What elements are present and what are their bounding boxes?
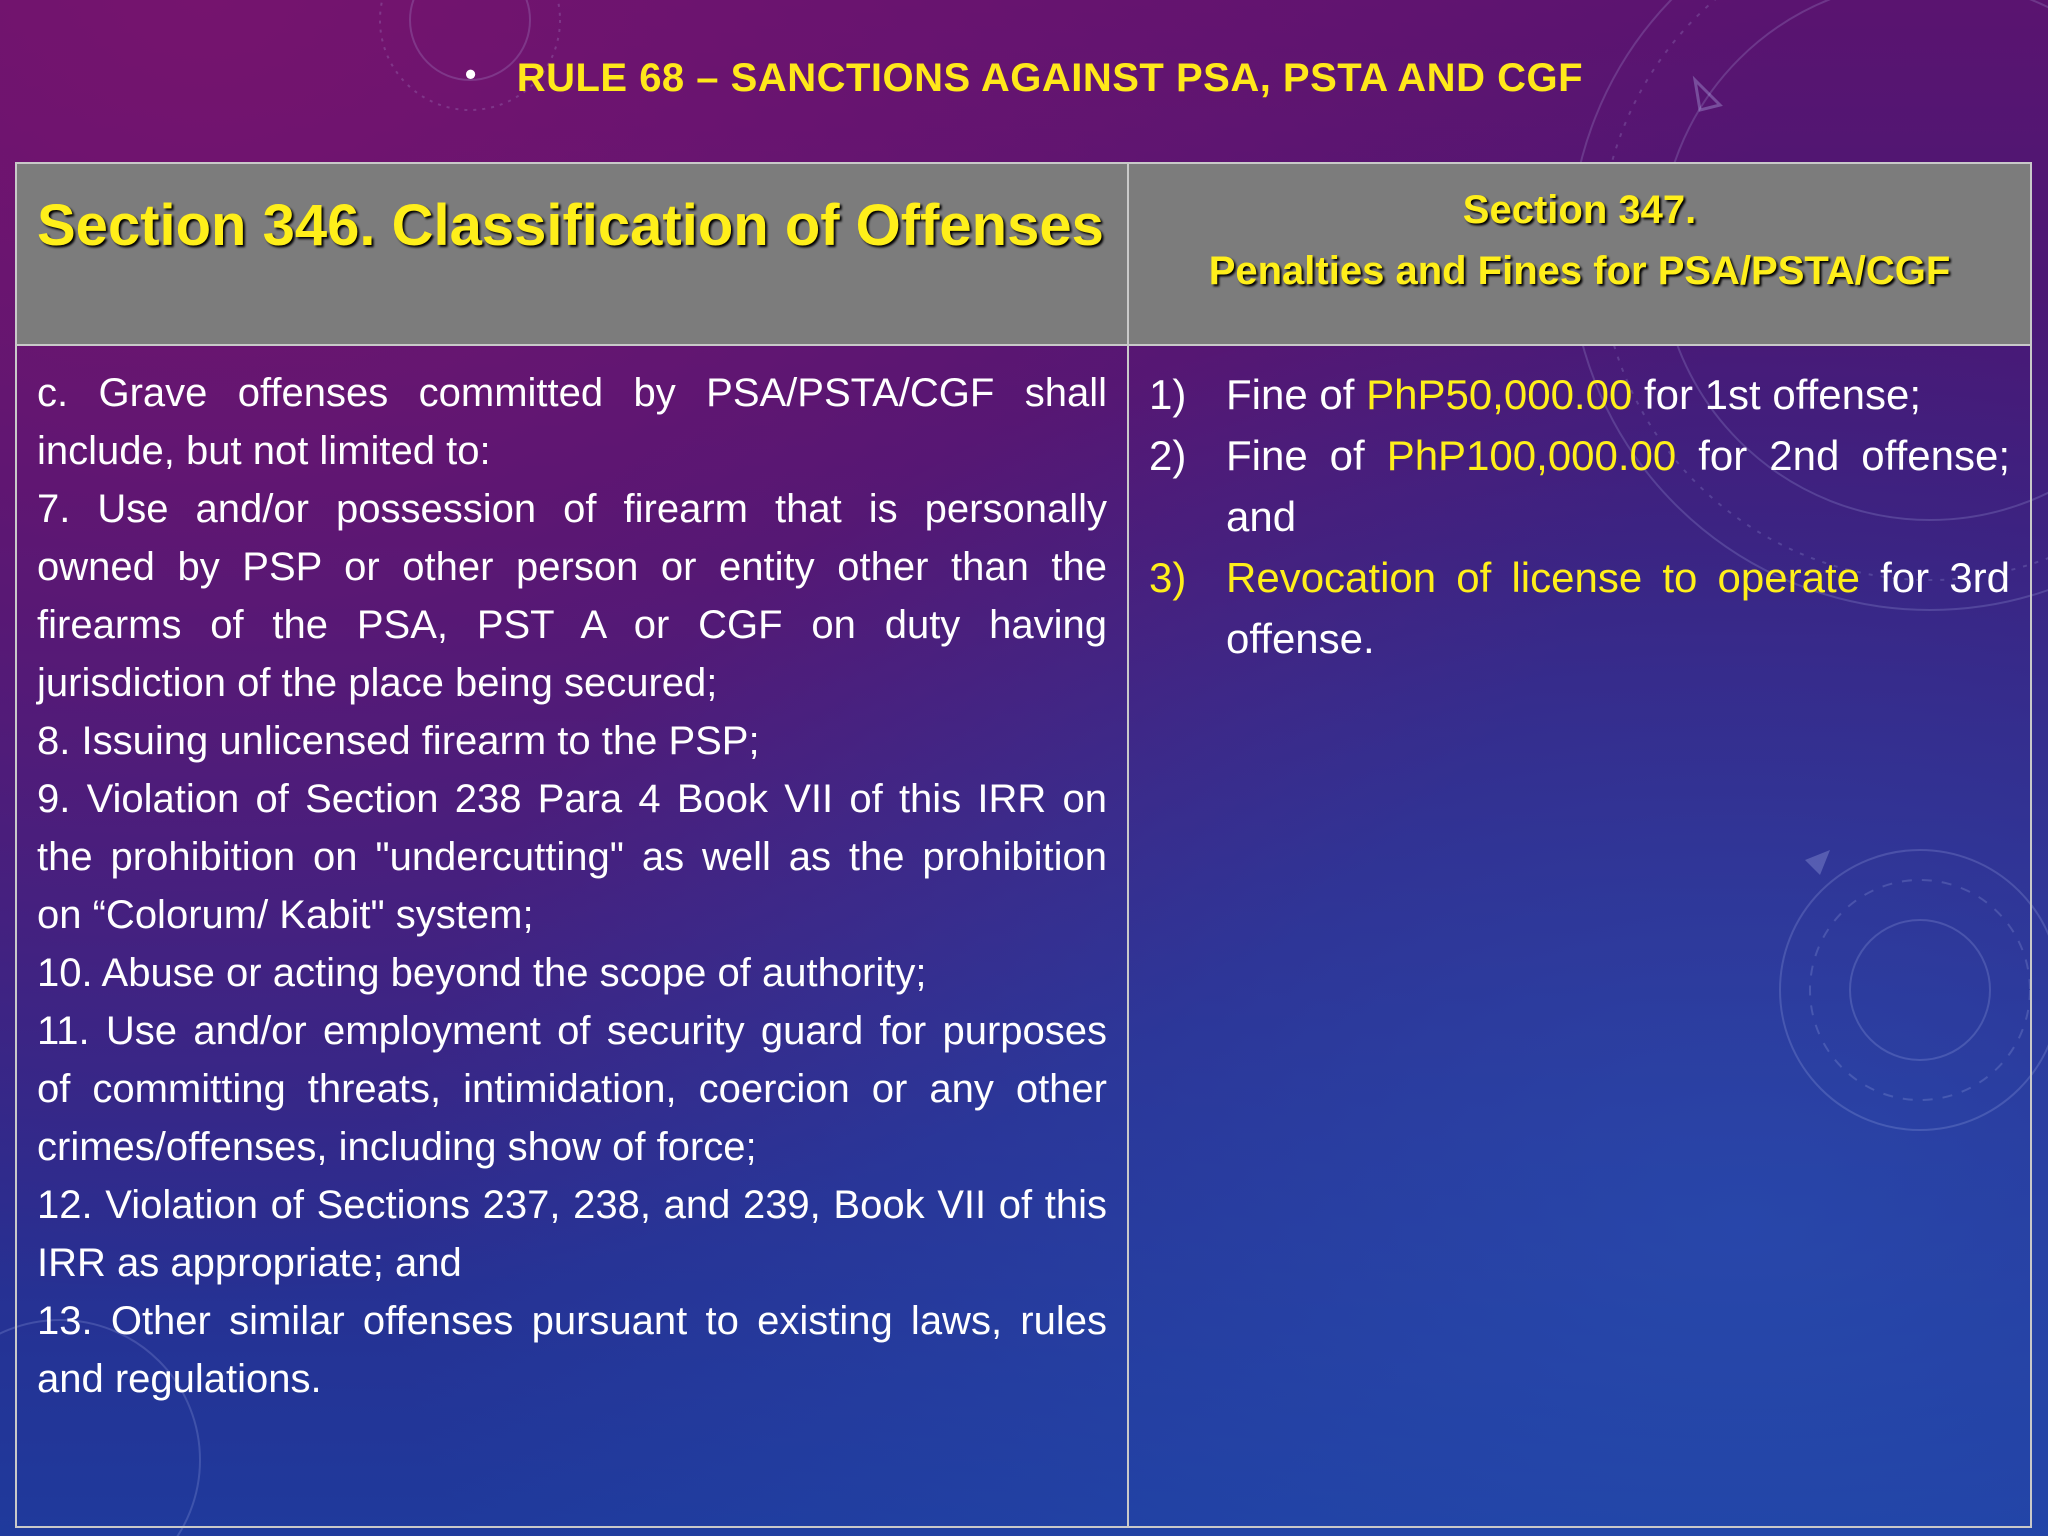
penalty-text: Fine of PhP50,000.00 for 1st offense; (1226, 371, 1922, 418)
penalty-item (1149, 547, 2010, 669)
fine-amount: PhP50,000.00 (1366, 371, 1633, 418)
penalty-number: 3) (1149, 554, 1187, 601)
offense-item: 7. Use and/or possession of firearm that is personally owned by PSP or other person or entity other than the firearms of the PSA, PST A or CGF on duty having jurisdiction of the place being secured; (37, 487, 1107, 705)
offenses-list (17, 346, 1127, 1408)
penalty-item (1149, 364, 2010, 425)
sanctions-table (15, 162, 2032, 1528)
penalty-text: Fine of PhP100,000.00 for 2nd offense; and (1226, 432, 2010, 540)
bullet-icon: • (464, 56, 477, 92)
section-347-title: Section 347. (1462, 188, 1697, 232)
offense-item: 11. Use and/or employment of security guard for purposes of committing threats, intimidation, coercion or any other crimes/offenses, including show of force; (37, 1009, 1107, 1169)
offenses-cell (16, 345, 1128, 1527)
penalties-cell (1128, 345, 2031, 1527)
table-body-row (16, 345, 2031, 1527)
offense-item: 8. Issuing unlicensed firearm to the PSP; (37, 719, 760, 763)
slide-title-text: RULE 68 – SANCTIONS AGAINST PSA, PSTA AND CGF (516, 56, 1583, 100)
header-cell-left (16, 163, 1128, 345)
penalty-text: Revocation of license to operate for 3rd offense. (1226, 554, 2010, 662)
header-cell-right (1128, 163, 2031, 345)
section-347-subtitle: Penalties and Fines for PSA/PSTA/CGF (1208, 249, 1951, 293)
fine-amount: PhP100,000.00 (1386, 432, 1677, 479)
revocation-text: Revocation of license to operate (1226, 554, 1860, 601)
section-346-heading: Section 346. Classification of Offenses (37, 193, 1104, 258)
section-347-heading (1129, 164, 2030, 302)
offense-item: 13. Other similar offenses pursuant to existing laws, rules and regulations. (37, 1299, 1107, 1401)
offense-intro: c. Grave offenses committed by PSA/PSTA/CGF shall include, but not limited to: (37, 371, 1107, 473)
penalties-list (1129, 346, 2030, 669)
offense-item: 9. Violation of Section 238 Para 4 Book VII of this IRR on the prohibition on "undercutting" as well as the prohibition on “Colorum/ Kabit" system; (37, 777, 1107, 937)
offense-item: 12. Violation of Sections 237, 238, and 239, Book VII of this IRR as appropriate; and (37, 1183, 1107, 1285)
penalty-number: 2) (1149, 432, 1187, 479)
penalty-number: 1) (1149, 371, 1187, 418)
slide-title (0, 56, 2048, 101)
table-header-row (16, 163, 2031, 345)
penalty-item (1149, 425, 2010, 547)
offense-item: 10. Abuse or acting beyond the scope of authority; (37, 951, 927, 995)
